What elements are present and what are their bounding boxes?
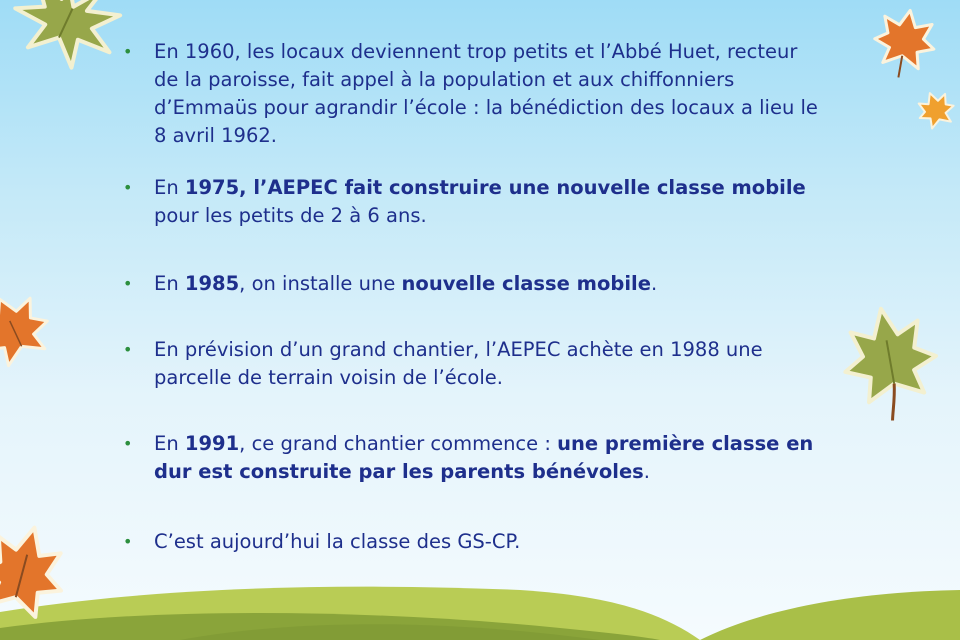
bullet-item <box>120 270 657 298</box>
bullet-text-run: En <box>154 176 185 199</box>
bullet-text <box>154 40 818 147</box>
bullet-text-bold: une première classe en dur est construite par les parents bénévoles <box>154 432 814 483</box>
bullet-text-run: En 1960, les locaux deviennent trop petits et l’Abbé Huet, recteur de la paroisse, fait appel à la population et aux chiffonniers d’Emmaüs pour agrandir l’école : la bénédiction des locaux a lieu le 8 avril 1962. <box>154 40 818 147</box>
bullet-item <box>120 174 820 230</box>
bullet-text <box>154 530 520 553</box>
bullet-dot-icon: • <box>123 274 133 293</box>
bullet-text-run: , ce grand chantier commence : <box>239 432 558 455</box>
bullet-text-bold: 1985 <box>184 272 240 295</box>
bullet-text-bold: 1991 <box>184 432 240 455</box>
bullet-text-run: En <box>154 432 185 455</box>
bullet-dot-icon: • <box>123 42 133 61</box>
bullet-text <box>154 176 806 227</box>
bullet-text <box>154 432 813 483</box>
bullet-text-bold: 1975, l’AEPEC fait construire une nouvelle classe mobile <box>184 176 806 199</box>
bullet-text <box>154 272 657 295</box>
bullet-text-run: pour les petits de 2 à 6 ans. <box>154 204 427 227</box>
bullet-text-run: , on installe une <box>239 272 402 295</box>
bullet-text-run: En prévision d’un grand chantier, l’AEPEC achète en 1988 une parcelle de terrain voisin de l’école. <box>154 338 763 389</box>
leaf-icon <box>913 87 958 131</box>
bullet-text <box>154 338 763 389</box>
bullet-item <box>120 528 520 556</box>
bullet-item <box>120 336 820 392</box>
bullet-dot-icon: • <box>123 532 133 551</box>
bullet-item <box>120 430 820 486</box>
leaf-icon <box>869 5 940 82</box>
bullet-item <box>120 38 820 150</box>
leaf-icon <box>836 301 946 427</box>
bullet-dot-icon: • <box>123 340 133 359</box>
bullet-text-run: C’est aujourd’hui la classe des GS-CP. <box>154 530 521 553</box>
leaf-icon <box>0 285 57 372</box>
bullet-text-run: En <box>154 272 185 295</box>
bullet-dot-icon: • <box>123 434 133 453</box>
bullet-dot-icon: • <box>123 178 133 197</box>
bullet-text-bold: nouvelle classe mobile <box>401 272 651 295</box>
leaf-icon <box>3 0 133 79</box>
bullet-text-run: . <box>650 272 658 295</box>
hill-right <box>700 590 960 640</box>
bullet-text-run: . <box>643 460 650 483</box>
